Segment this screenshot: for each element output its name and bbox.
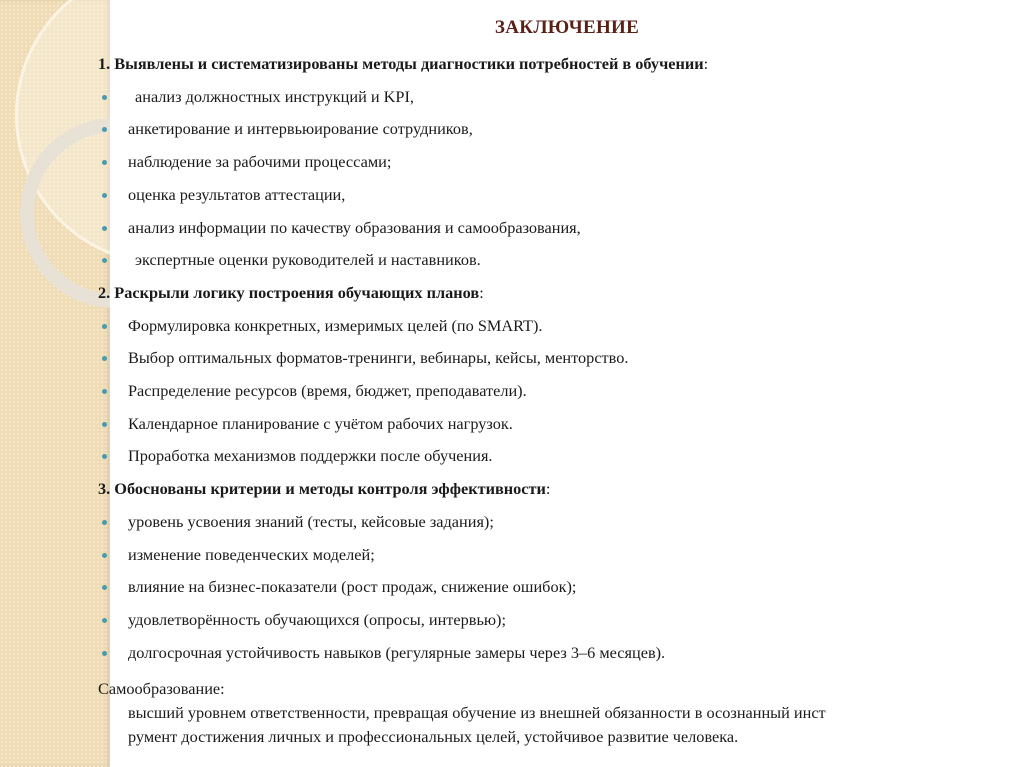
item-text: Формулировка конкретных, измеримых целей (по SMART).: [128, 315, 543, 335]
bullet-icon: [102, 585, 107, 590]
section-heading: [98, 277, 1008, 310]
bullet-icon: [102, 389, 107, 394]
bullet-icon: [102, 127, 107, 132]
list-item: [98, 506, 1008, 539]
bullet-icon: [102, 651, 107, 656]
list-item: [98, 440, 1008, 473]
list-item: [98, 212, 1008, 245]
item-text: долгосрочная устойчивость навыков (регулярные замеры через 3–6 месяцев).: [128, 642, 666, 662]
heading-colon: :: [545, 479, 551, 499]
bullet-icon: [102, 422, 107, 427]
section-heading: [98, 473, 1008, 506]
item-text: экспертные оценки руководителей и наставников.: [135, 250, 481, 270]
item-text: Проработка механизмов поддержки после обучения.: [128, 446, 493, 466]
list-item: [98, 571, 1008, 604]
slide-title: ЗАКЛЮЧЕНИЕ: [494, 17, 640, 38]
section-heading: [98, 48, 1008, 81]
bullet-icon: [102, 160, 107, 165]
item-text: анализ должностных инструкций и KPI,: [135, 86, 414, 106]
list-item: [98, 375, 1008, 408]
item-text: оценка результатов аттестации,: [128, 184, 346, 204]
bullet-icon: [102, 258, 107, 263]
list-item: [98, 342, 1008, 375]
bullet-icon: [102, 553, 107, 558]
item-text: Календарное планирование с учётом рабочих нагрузок.: [128, 413, 513, 433]
section-2: [98, 277, 1008, 473]
item-text: влияние на бизнес-показатели (рост продаж, снижение ошибок);: [128, 577, 577, 597]
heading-colon: :: [703, 54, 709, 73]
item-text: изменение поведенческих моделей;: [128, 544, 375, 564]
list-item: [98, 310, 1008, 343]
list-item: [98, 408, 1008, 441]
bullet-icon: [102, 226, 107, 231]
list-item: [98, 113, 1008, 146]
bullet-icon: [102, 95, 107, 100]
bullet-icon: [102, 618, 107, 623]
item-text: Распределение ресурсов (время, бюджет, преподаватели).: [128, 381, 527, 401]
bullet-icon: [102, 193, 107, 198]
bullet-icon: [102, 520, 107, 525]
item-text: анкетирование и интервьюирование сотрудников,: [128, 119, 473, 139]
item-text: наблюдение за рабочими процессами;: [128, 152, 392, 172]
section-3: [98, 473, 1008, 669]
list-item: [98, 539, 1008, 572]
bullet-icon: [102, 356, 107, 361]
self-education-text-1: высший уровнем ответственности, превращая обучение из внешней обязанности в осознанный инст: [128, 703, 826, 723]
item-text: уровень усвоения знаний (тесты, кейсовые задания);: [128, 511, 494, 531]
list-item: [98, 604, 1008, 637]
heading-colon: :: [479, 282, 484, 302]
heading-text: 2. Раскрыли логику построения обучающих планов: [98, 282, 480, 302]
self-education-label: Самообразование:: [98, 679, 225, 699]
decorative-side-panel: [0, 0, 110, 767]
list-item: [98, 81, 1008, 114]
slide-content: [98, 48, 1008, 749]
heading-text: 1. Выявлены и систематизированы методы диагностики потребностей в обучении: [98, 54, 704, 73]
self-education-text-2: румент достижения личных и профессиональных целей, устойчивое развитие человека.: [128, 727, 739, 747]
section-1: [98, 48, 1008, 277]
bullet-icon: [102, 324, 107, 329]
list-item: [98, 637, 1008, 670]
item-text: анализ информации по качеству образования и самообразования,: [128, 217, 581, 237]
item-text: удовлетворённость обучающихся (опросы, интервью);: [128, 609, 506, 629]
bullet-icon: [102, 454, 107, 459]
list-item: [98, 179, 1008, 212]
list-item: [98, 146, 1008, 179]
heading-text: 3. Обоснованы критерии и методы контроля эффективности: [98, 479, 546, 499]
item-text: Выбор оптимальных форматов-тренинги, вебинары, кейсы, менторство.: [128, 348, 629, 368]
list-item: [98, 244, 1008, 277]
